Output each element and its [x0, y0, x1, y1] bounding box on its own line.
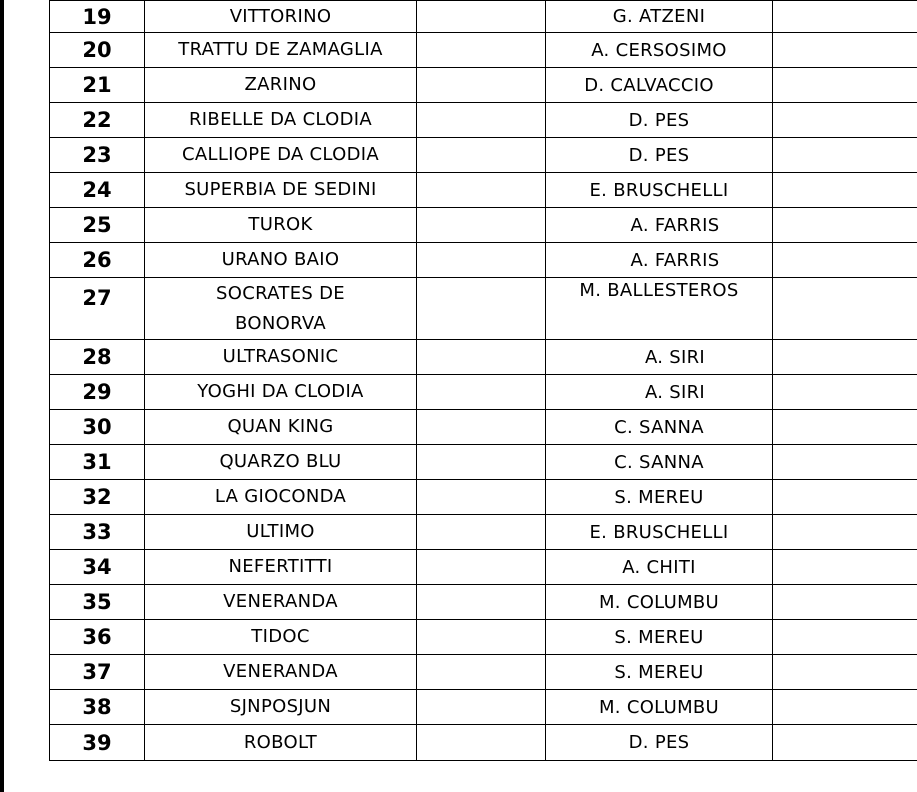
- driver-name: M. COLUMBU: [598, 591, 720, 613]
- driver-name: E. BRUSCHELLI: [589, 179, 729, 201]
- empty-cell: [417, 1, 546, 33]
- table-row: [50, 103, 917, 138]
- driver-cell: [546, 103, 773, 138]
- empty-cell: [773, 173, 917, 208]
- empty-cell: [773, 278, 917, 340]
- horse-name: SJNPOSJUN: [145, 690, 417, 725]
- empty-cell: [773, 445, 917, 480]
- horse-name: VENERANDA: [145, 585, 417, 620]
- entry-number: 25: [50, 208, 145, 243]
- driver-cell: [546, 515, 773, 550]
- table-row: [50, 725, 917, 761]
- driver-cell: [546, 173, 773, 208]
- driver-cell: [546, 68, 773, 103]
- entry-number: 38: [50, 690, 145, 725]
- driver-name: G. ATZENI: [612, 6, 706, 27]
- entry-number: 21: [50, 68, 145, 103]
- horse-name: ULTRASONIC: [145, 340, 417, 375]
- table-row: [50, 410, 917, 445]
- empty-cell: [417, 278, 546, 340]
- driver-name: A. CHITI: [622, 556, 696, 578]
- horse-name: SOCRATES DE BONORVA: [145, 278, 417, 340]
- driver-cell: [546, 585, 773, 620]
- entry-number: 20: [50, 33, 145, 68]
- driver-name: A. SIRI: [644, 346, 706, 368]
- horse-name: VITTORINO: [145, 1, 417, 33]
- horse-name: ROBOLT: [145, 725, 417, 761]
- table-row: [50, 375, 917, 410]
- driver-cell: [546, 243, 773, 278]
- table-row: [50, 655, 917, 690]
- driver-cell: [546, 278, 773, 340]
- entries-table-body: [50, 1, 917, 761]
- empty-cell: [417, 690, 546, 725]
- empty-cell: [417, 33, 546, 68]
- driver-cell: [546, 620, 773, 655]
- table-row: [50, 445, 917, 480]
- entry-number: 23: [50, 138, 145, 173]
- empty-cell: [417, 585, 546, 620]
- driver-name: A. CERSOSIMO: [591, 39, 727, 61]
- table-row: [50, 585, 917, 620]
- empty-cell: [773, 1, 917, 33]
- empty-cell: [417, 340, 546, 375]
- empty-cell: [417, 620, 546, 655]
- table-row: [50, 340, 917, 375]
- table-row: [50, 480, 917, 515]
- table-row: [50, 515, 917, 550]
- driver-cell: [546, 480, 773, 515]
- table-row: [50, 620, 917, 655]
- driver-name: M. COLUMBU: [598, 696, 720, 718]
- table-row: [50, 173, 917, 208]
- driver-name: D. PES: [628, 109, 690, 131]
- empty-cell: [417, 103, 546, 138]
- empty-cell: [417, 375, 546, 410]
- entry-number: 39: [50, 725, 145, 761]
- entry-number: 37: [50, 655, 145, 690]
- driver-cell: [546, 33, 773, 68]
- empty-cell: [773, 550, 917, 585]
- entries-table: [49, 0, 917, 761]
- driver-cell: [546, 550, 773, 585]
- driver-cell: [546, 655, 773, 690]
- table-row: [50, 1, 917, 33]
- table-row: [50, 68, 917, 103]
- empty-cell: [773, 103, 917, 138]
- empty-cell: [417, 173, 546, 208]
- driver-cell: [546, 445, 773, 480]
- horse-name: TUROK: [145, 208, 417, 243]
- driver-cell: [546, 138, 773, 173]
- horse-name: QUAN KING: [145, 410, 417, 445]
- empty-cell: [773, 620, 917, 655]
- empty-cell: [773, 690, 917, 725]
- table-row: [50, 278, 917, 340]
- entry-number: 34: [50, 550, 145, 585]
- horse-name: TRATTU DE ZAMAGLIA: [145, 33, 417, 68]
- empty-cell: [773, 208, 917, 243]
- entry-number: 35: [50, 585, 145, 620]
- empty-cell: [417, 480, 546, 515]
- driver-name: A. FARRIS: [630, 249, 720, 271]
- empty-cell: [417, 515, 546, 550]
- horse-name: YOGHI DA CLODIA: [145, 375, 417, 410]
- entry-number: 19: [50, 1, 145, 33]
- horse-name: TIDOC: [145, 620, 417, 655]
- horse-name: LA GIOCONDA: [145, 480, 417, 515]
- driver-cell: [546, 208, 773, 243]
- empty-cell: [417, 725, 546, 761]
- empty-cell: [773, 480, 917, 515]
- entry-number: 22: [50, 103, 145, 138]
- table-row: [50, 690, 917, 725]
- empty-cell: [417, 410, 546, 445]
- horse-name: QUARZO BLU: [145, 445, 417, 480]
- entry-number: 28: [50, 340, 145, 375]
- horse-name: SUPERBIA DE SEDINI: [145, 173, 417, 208]
- empty-cell: [773, 243, 917, 278]
- driver-cell: [546, 1, 773, 33]
- entry-number: 24: [50, 173, 145, 208]
- entry-number: 26: [50, 243, 145, 278]
- entry-number: 30: [50, 410, 145, 445]
- driver-name: A. FARRIS: [630, 214, 720, 236]
- driver-cell: [546, 410, 773, 445]
- horse-name: ZARINO: [145, 68, 417, 103]
- horse-name: RIBELLE DA CLODIA: [145, 103, 417, 138]
- driver-name: D. CALVACCIO: [584, 74, 714, 96]
- empty-cell: [417, 243, 546, 278]
- driver-name: D. PES: [628, 732, 690, 753]
- empty-cell: [773, 410, 917, 445]
- driver-name: D. PES: [628, 144, 690, 166]
- entry-number: 29: [50, 375, 145, 410]
- table-row: [50, 208, 917, 243]
- horse-name: NEFERTITTI: [145, 550, 417, 585]
- entry-number: 31: [50, 445, 145, 480]
- empty-cell: [773, 68, 917, 103]
- driver-cell: [546, 690, 773, 725]
- empty-cell: [417, 550, 546, 585]
- table-row: [50, 33, 917, 68]
- horse-name: CALLIOPE DA CLODIA: [145, 138, 417, 173]
- entry-number: 36: [50, 620, 145, 655]
- entry-number: 33: [50, 515, 145, 550]
- table-row: [50, 138, 917, 173]
- empty-cell: [417, 445, 546, 480]
- empty-cell: [417, 208, 546, 243]
- driver-name: M. BALLESTEROS: [579, 280, 739, 301]
- entry-number: 27: [50, 278, 145, 340]
- driver-name: S. MEREU: [614, 626, 704, 648]
- empty-cell: [773, 340, 917, 375]
- empty-cell: [773, 585, 917, 620]
- driver-name: E. BRUSCHELLI: [589, 521, 729, 543]
- empty-cell: [773, 375, 917, 410]
- empty-cell: [773, 138, 917, 173]
- table-row: [50, 243, 917, 278]
- empty-cell: [773, 33, 917, 68]
- empty-cell: [773, 725, 917, 761]
- empty-cell: [773, 515, 917, 550]
- driver-name: A. SIRI: [644, 381, 706, 403]
- driver-cell: [546, 340, 773, 375]
- entry-number: 32: [50, 480, 145, 515]
- driver-name: S. MEREU: [614, 661, 704, 683]
- empty-cell: [417, 68, 546, 103]
- empty-cell: [773, 655, 917, 690]
- driver-name: C. SANNA: [614, 451, 704, 473]
- driver-cell: [546, 725, 773, 761]
- driver-name: C. SANNA: [614, 416, 704, 438]
- driver-cell: [546, 375, 773, 410]
- empty-cell: [417, 655, 546, 690]
- empty-cell: [417, 138, 546, 173]
- driver-name: S. MEREU: [614, 486, 704, 508]
- table-row: [50, 550, 917, 585]
- horse-name: ULTIMO: [145, 515, 417, 550]
- horse-name: VENERANDA: [145, 655, 417, 690]
- horse-name: URANO BAIO: [145, 243, 417, 278]
